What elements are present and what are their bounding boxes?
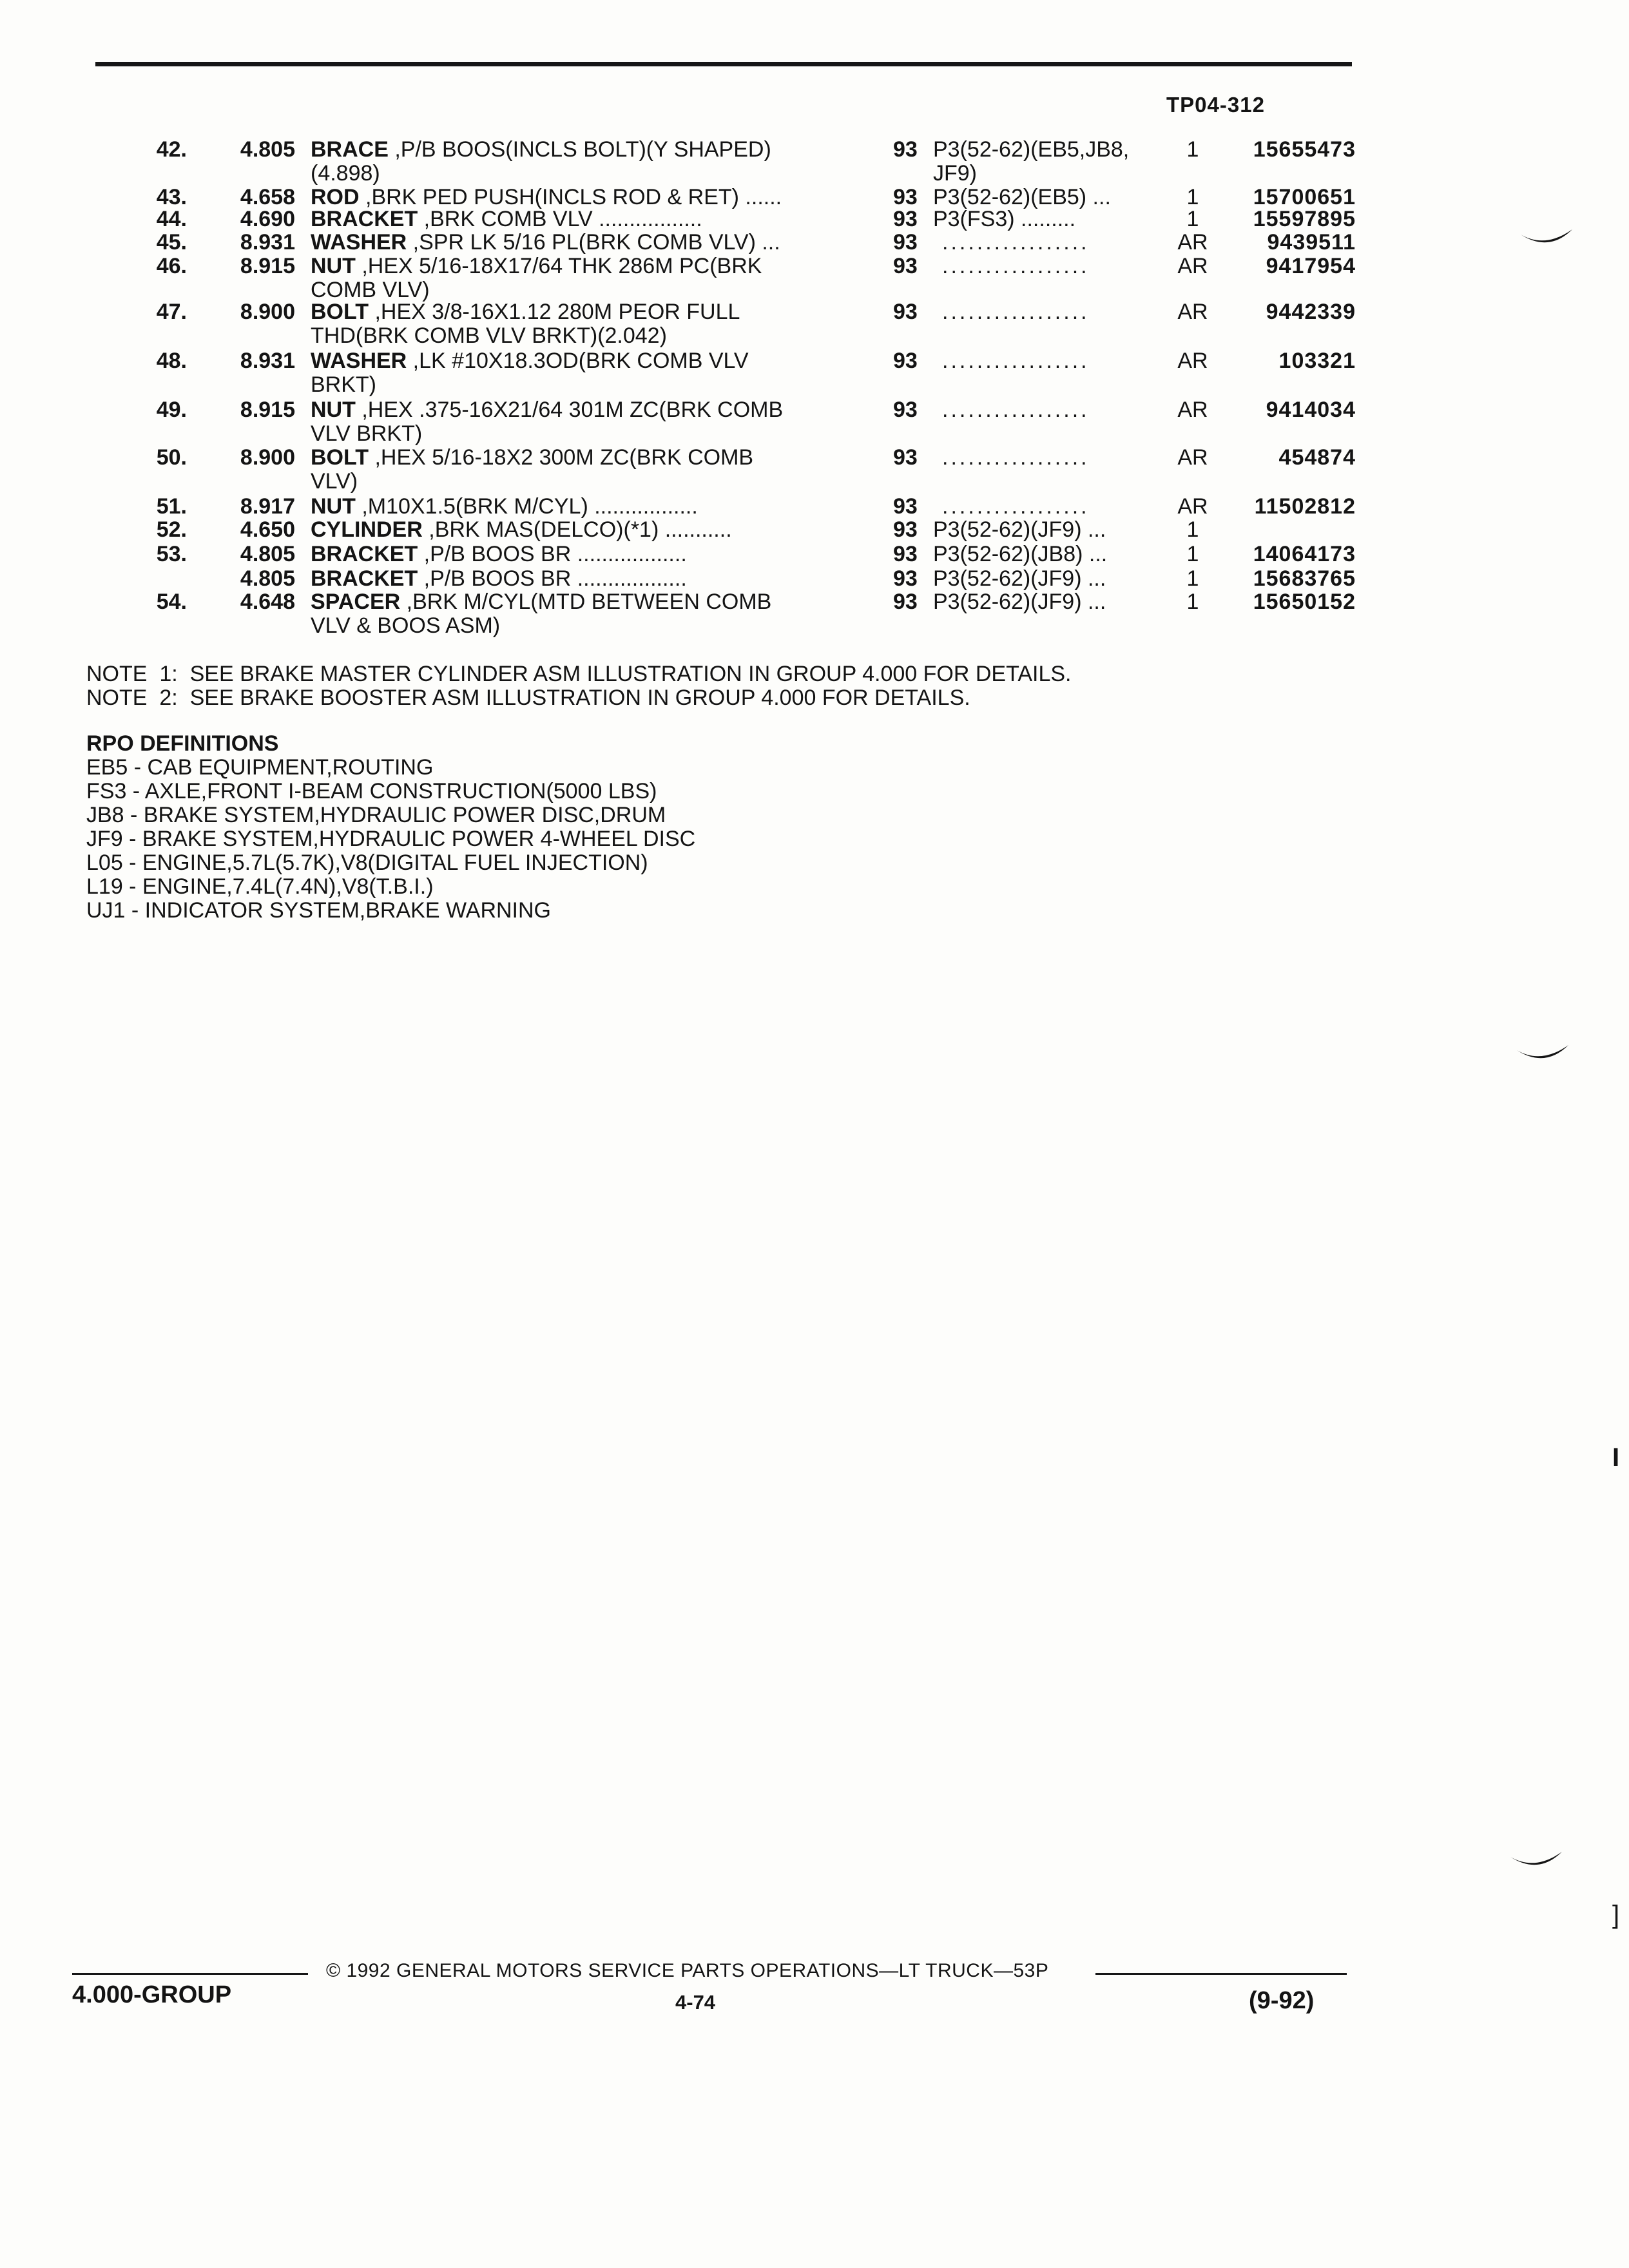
group-number: 8.931 <box>240 349 295 373</box>
part-description <box>311 543 845 566</box>
group-number: 8.900 <box>240 445 295 470</box>
rpo-item-eb5: EB5 - CAB EQUIPMENT,ROUTING <box>86 755 434 780</box>
note-2: NOTE 2: SEE BRAKE BOOSTER ASM ILLUSTRATION IN GROUP 4.000 FOR DETAILS. <box>86 686 970 710</box>
part-description <box>311 300 845 348</box>
usage-code: ................. <box>942 254 1090 278</box>
item-number: 48. <box>156 349 187 373</box>
part-number: 9414034 <box>1266 398 1356 422</box>
rpo-title: RPO DEFINITIONS <box>86 731 279 756</box>
model-year: 93 <box>893 398 918 422</box>
part-name: ROD <box>311 185 360 209</box>
model-year: 93 <box>893 207 918 231</box>
part-number: 11502812 <box>1254 494 1356 519</box>
quantity: 1 <box>1186 185 1199 209</box>
group-number: 4.690 <box>240 207 295 231</box>
model-year: 93 <box>893 517 918 542</box>
part-detail: ,BRK MAS(DELCO)(*1) ........... <box>422 517 732 542</box>
footer-copyright: © 1992 GENERAL MOTORS SERVICE PARTS OPERATIONS—LT TRUCK—53P <box>326 1960 1049 1981</box>
footer-date: (9-92) <box>1249 1987 1315 2014</box>
part-description <box>311 349 845 397</box>
part-description <box>311 567 845 591</box>
part-number: 454874 <box>1278 445 1356 470</box>
note-1: NOTE 1: SEE BRAKE MASTER CYLINDER ASM ILLUSTRATION IN GROUP 4.000 FOR DETAILS. <box>86 662 1072 686</box>
quantity: AR <box>1177 300 1208 324</box>
group-number: 8.900 <box>240 300 295 324</box>
model-year: 93 <box>893 590 918 614</box>
part-description <box>311 590 845 638</box>
group-number: 4.805 <box>240 566 295 591</box>
part-detail: ,HEX 5/16-18X17/64 THK 286M PC(BRK COMB VLV) <box>311 254 762 302</box>
usage-code: ................. <box>942 230 1090 255</box>
margin-mark-1: I <box>1612 1443 1620 1472</box>
item-number: 44. <box>156 207 187 231</box>
item-number: 53. <box>156 542 187 566</box>
item-number: 50. <box>156 445 187 470</box>
part-detail: ,M10X1.5(BRK M/CYL) ................. <box>355 494 698 519</box>
quantity: AR <box>1177 445 1208 470</box>
group-number: 4.650 <box>240 517 295 542</box>
usage-code: P3(52-62)(JF9) ... <box>933 566 1106 591</box>
part-name: BOLT <box>311 300 369 324</box>
part-name: WASHER <box>311 349 407 373</box>
model-year: 93 <box>893 185 918 209</box>
part-description <box>311 138 845 186</box>
quantity: AR <box>1177 494 1208 519</box>
item-number: 51. <box>156 494 187 519</box>
quantity: AR <box>1177 254 1208 278</box>
footer-group: 4.000-GROUP <box>72 1981 232 2008</box>
model-year: 93 <box>893 300 918 324</box>
model-year: 93 <box>893 494 918 519</box>
quantity: 1 <box>1186 590 1199 614</box>
part-name: NUT <box>311 254 356 278</box>
usage-code: P3(52-62)(JF9) ... <box>933 517 1106 542</box>
part-row <box>0 255 1629 305</box>
footer-rule-left <box>72 1973 308 1975</box>
part-description <box>311 446 845 494</box>
part-name: BRACE <box>311 137 389 162</box>
usage-code: P3(52-62)(EB5) ... <box>933 185 1111 209</box>
footer-page-number: 4-74 <box>675 1991 716 2013</box>
quantity: 1 <box>1186 517 1199 542</box>
group-number: 8.915 <box>240 398 295 422</box>
part-detail: ,BRK COMB VLV ................. <box>418 207 702 231</box>
rpo-item-uj1: UJ1 - INDICATOR SYSTEM,BRAKE WARNING <box>86 898 552 923</box>
part-description <box>311 207 845 231</box>
part-name: NUT <box>311 398 356 422</box>
quantity: AR <box>1177 230 1208 255</box>
part-name: CYLINDER <box>311 517 423 542</box>
margin-mark-2: ] <box>1612 1901 1620 1929</box>
part-detail: ,P/B BOOS BR .................. <box>418 566 687 591</box>
group-number: 4.658 <box>240 185 295 209</box>
part-detail: ,LK #10X18.3OD(BRK COMB VLV BRKT) <box>311 349 749 397</box>
part-row <box>0 138 1629 188</box>
part-name: WASHER <box>311 230 407 255</box>
part-number: 15597895 <box>1253 207 1356 231</box>
item-number: 46. <box>156 254 187 278</box>
footer-rule-right <box>1095 1973 1347 1975</box>
quantity: 1 <box>1186 566 1199 591</box>
part-row <box>0 349 1629 399</box>
part-description <box>311 255 845 302</box>
usage-code: ................. <box>942 494 1090 519</box>
rpo-item-l19: L19 - ENGINE,7.4L(7.4N),V8(T.B.I.) <box>86 874 434 899</box>
item-number: 54. <box>156 590 187 614</box>
part-name: NUT <box>311 494 356 519</box>
item-number: 43. <box>156 185 187 209</box>
part-detail: ,HEX 5/16-18X2 300M ZC(BRK COMB VLV) <box>311 445 754 494</box>
usage-code: ................. <box>942 398 1090 422</box>
part-number: 15700651 <box>1253 185 1356 209</box>
part-detail: ,P/B BOOS BR .................. <box>418 542 687 566</box>
item-number: 42. <box>156 137 187 162</box>
notes-block <box>86 662 1072 710</box>
part-name: BRACKET <box>311 207 418 231</box>
part-name: BOLT <box>311 445 369 470</box>
model-year: 93 <box>893 349 918 373</box>
binder-hole-mark-2 <box>1516 1043 1570 1068</box>
part-row <box>0 590 1629 640</box>
quantity: AR <box>1177 349 1208 373</box>
model-year: 93 <box>893 542 918 566</box>
part-name: SPACER <box>311 590 401 614</box>
binder-hole-mark-1 <box>1519 227 1574 253</box>
item-number: 49. <box>156 398 187 422</box>
item-number: 45. <box>156 230 187 255</box>
usage-code: ................. <box>942 300 1090 324</box>
rpo-item-jb8: JB8 - BRAKE SYSTEM,HYDRAULIC POWER DISC,DRUM <box>86 803 666 827</box>
part-description <box>311 398 845 446</box>
part-detail: ,SPR LK 5/16 PL(BRK COMB VLV) ... <box>407 230 780 255</box>
group-number: 8.915 <box>240 254 295 278</box>
model-year: 93 <box>893 230 918 255</box>
part-row <box>0 446 1629 496</box>
part-number: 9417954 <box>1266 254 1356 278</box>
usage-code: P3(52-62)(JF9) ... <box>933 590 1106 614</box>
part-number: 9442339 <box>1266 300 1356 324</box>
item-number: 47. <box>156 300 187 324</box>
part-detail: ,BRK PED PUSH(INCLS ROD & RET) ...... <box>359 185 782 209</box>
usage-code: P3(52-62)(EB5,JB8, JF9) <box>933 137 1130 186</box>
part-number: 9439511 <box>1267 230 1356 255</box>
model-year: 93 <box>893 445 918 470</box>
quantity: 1 <box>1186 542 1199 566</box>
rpo-definitions <box>86 732 695 923</box>
part-number: 15655473 <box>1253 137 1356 162</box>
part-row <box>0 398 1629 448</box>
part-name: BRACKET <box>311 542 418 566</box>
quantity: 1 <box>1186 137 1199 162</box>
part-description <box>311 495 845 519</box>
usage-code: P3(52-62)(JB8) ... <box>933 542 1108 566</box>
group-number: 8.917 <box>240 494 295 519</box>
top-rule <box>95 62 1352 66</box>
rpo-item-l05: L05 - ENGINE,5.7L(5.7K),V8(DIGITAL FUEL INJECTION) <box>86 850 648 875</box>
rpo-item-jf9: JF9 - BRAKE SYSTEM,HYDRAULIC POWER 4-WHEEL DISC <box>86 827 696 851</box>
usage-code: ................. <box>942 349 1090 373</box>
part-detail: ,BRK M/CYL(MTD BETWEEN COMB VLV & BOOS ASM) <box>311 590 772 638</box>
part-number: 103321 <box>1278 349 1356 373</box>
part-description <box>311 231 845 255</box>
usage-code: P3(FS3) ......... <box>933 207 1076 231</box>
group-number: 4.805 <box>240 137 295 162</box>
model-year: 93 <box>893 254 918 278</box>
part-detail: ,P/B BOOS(INCLS BOLT)(Y SHAPED) (4.898) <box>311 137 771 186</box>
part-detail: ,HEX 3/8-16X1.12 280M PEOR FULL THD(BRK COMB VLV BRKT)(2.042) <box>311 300 740 348</box>
model-year: 93 <box>893 566 918 591</box>
item-number: 52. <box>156 517 187 542</box>
part-row <box>0 300 1629 351</box>
quantity: AR <box>1177 398 1208 422</box>
part-detail: ,HEX .375-16X21/64 301M ZC(BRK COMB VLV BRKT) <box>311 398 784 446</box>
group-number: 4.648 <box>240 590 295 614</box>
part-name: BRACKET <box>311 566 418 591</box>
model-year: 93 <box>893 137 918 162</box>
part-description <box>311 518 845 542</box>
part-number: 15650152 <box>1253 590 1356 614</box>
rpo-item-fs3: FS3 - AXLE,FRONT I-BEAM CONSTRUCTION(5000 LBS) <box>86 779 657 803</box>
part-number: 15683765 <box>1253 566 1356 591</box>
binder-hole-mark-3 <box>1509 1849 1563 1875</box>
group-number: 4.805 <box>240 542 295 566</box>
part-description <box>311 186 845 209</box>
usage-code: ................. <box>942 445 1090 470</box>
part-number: 14064173 <box>1253 542 1356 566</box>
group-number: 8.931 <box>240 230 295 255</box>
document-code: TP04-312 <box>1166 93 1265 117</box>
quantity: 1 <box>1186 207 1199 231</box>
